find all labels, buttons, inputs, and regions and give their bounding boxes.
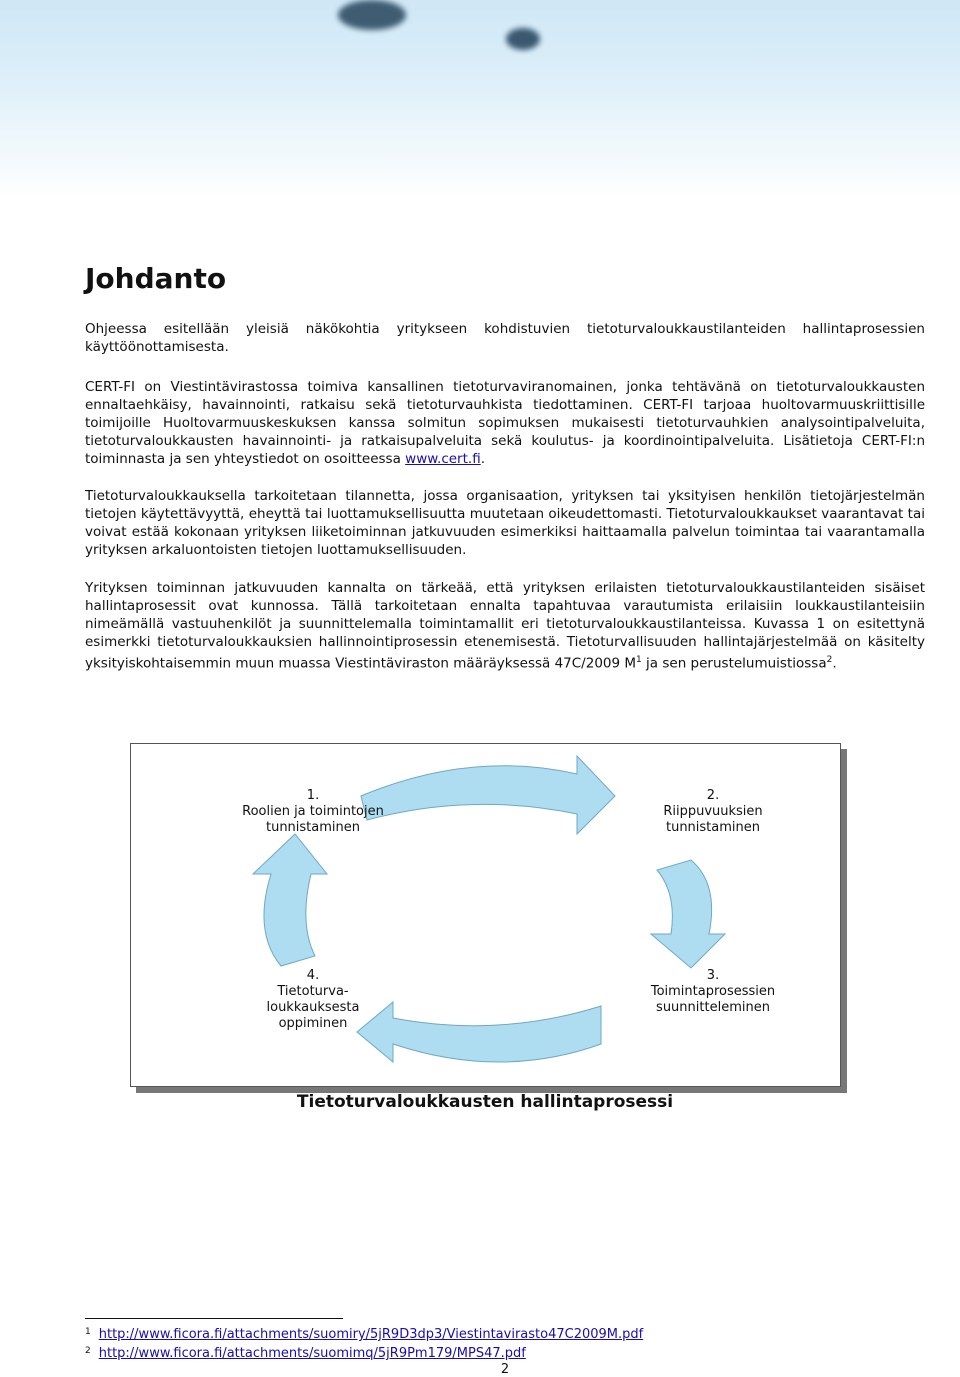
- continuity-paragraph: [85, 579, 925, 673]
- step-4: [228, 968, 398, 1032]
- banner-decoration: [506, 28, 540, 50]
- footnote-1: [85, 1327, 643, 1342]
- step-label: Roolien ja toimintojen: [242, 804, 384, 819]
- step-number: 4.: [306, 968, 320, 983]
- diagram-caption: Tietoturvaloukkausten hallintaprosessi: [296, 1092, 674, 1112]
- footnote-link[interactable]: http://www.ficora.fi/attachments/suomimq/5jR9Pm179/MPS47.pdf: [98, 1346, 526, 1361]
- page-number: 2: [500, 1362, 510, 1377]
- step-label: tunnistaminen: [665, 820, 760, 835]
- step-number: 2.: [706, 788, 720, 803]
- paragraph-text: ja sen perustelumuistiossa: [641, 655, 827, 672]
- step-label: Toimintaprosessien: [650, 984, 776, 999]
- paragraph-text: Yrityksen toiminnan jatkuvuuden kannalta on tärkeää, että yrityksen erilaisten tietoturvaloukkaustilanteiden sisäiset hallintaprosessit ovat kunnossa. Tällä tarkoitetaan ennalta tapahtuvaa varautumista erilaisiin loukkaustilanteisiin nimeämällä vastuuhenkilöt ja suunnittelemalla toimintamallit eri tietoturvaloukkaustilanteissa. Kuvassa 1 on esitettynä esimerkki tietoturvaloukkauksien hallinnointiprosessin etenemisestä. Tietoturvallisuuden hallintajärjestelmää on käsitelty yksityiskohtaisemmin muun muassa Viestintäviraston määräyksessä 47C/2009 M: [85, 580, 925, 672]
- banner-decoration: [338, 0, 406, 30]
- footnote-divider: [85, 1318, 343, 1319]
- paragraph-end: .: [480, 451, 485, 467]
- step-label: suunnitteleminen: [656, 1000, 770, 1015]
- footnote-link[interactable]: http://www.ficora.fi/attachments/suomiry/5jR9D3dp3/Viestintavirasto47C2009M.pdf: [98, 1327, 644, 1342]
- paragraph-end: .: [832, 655, 837, 672]
- step-label: loukkauksesta: [266, 1000, 360, 1015]
- step-label: Riippuvuuksien: [663, 804, 763, 819]
- arrow-step1-to-step2: [361, 756, 615, 834]
- arrow-step2-to-step3: [651, 860, 725, 968]
- intro-paragraph: Ohjeessa esitellään yleisiä näkökohtia yritykseen kohdistuvien tietoturvaloukkaustilanteiden hallintaprosessien käyttöönottamisesta.: [85, 321, 925, 355]
- arrow-step4-to-step1: [253, 834, 327, 966]
- step-1: [228, 788, 398, 836]
- header-banner: [0, 0, 960, 200]
- paragraph-text: CERT-FI on Viestintävirastossa toimiva kansallinen tietoturvaviranomainen, jonka tehtävänä on tietoturvaloukkausten ennaltaehkäisy, havainnointi, ratkaisu sekä tietoturvauhkista tiedottaminen. CERT-FI tarjoaa huoltovarmuuskriittisille toimijoille Huoltovarmuuskeskuksen kanssa solmitun sopimuksen mukaisesti tietoturvauhkien analysointipalveluita, tietoturvaloukkausten havainnointi- ja ratkaisupalveluita sekä koulutus- ja koordinointipalveluita. Lisätietoja CERT-FI:n toiminnasta ja sen yhteystiedot on osoitteessa: [85, 379, 925, 467]
- step-label: oppiminen: [278, 1016, 348, 1031]
- step-label: tunnistaminen: [265, 820, 360, 835]
- definition-paragraph: Tietoturvaloukkauksella tarkoitetaan tilannetta, jossa organisaation, yrityksen tai yksityisen henkilön tietojärjestelmän tietojen käytettävyyttä, eheyttä tai luottamuksellisuutta muutetaan oikeudettomasti. Tietoturvaloukkaukset vaarantavat tai voivat estää kokonaan yrityksen liiketoiminnan jatkuvuuden esimerkiksi haittaamalla palvelun toimintaa tai vaarantamalla yrityksen arkaluontoisten tietojen luottamuksellisuuden.: [85, 488, 925, 558]
- step-3: [628, 968, 798, 1016]
- step-2: [628, 788, 798, 836]
- cert-fi-link[interactable]: www.cert.fi: [405, 451, 481, 467]
- page-title: Johdanto: [85, 262, 227, 295]
- footnote-mark: 2: [85, 1346, 91, 1356]
- step-label: Tietoturva-: [277, 984, 349, 999]
- footnote-2: [85, 1346, 526, 1361]
- step-number: 3.: [706, 968, 720, 983]
- process-diagram: [130, 743, 841, 1087]
- footnote-ref-1[interactable]: 1: [636, 655, 642, 665]
- footnote-mark: 1: [85, 1327, 91, 1337]
- footnote-ref-2[interactable]: 2: [826, 655, 833, 665]
- step-number: 1.: [306, 788, 320, 803]
- cert-fi-paragraph: [85, 378, 925, 468]
